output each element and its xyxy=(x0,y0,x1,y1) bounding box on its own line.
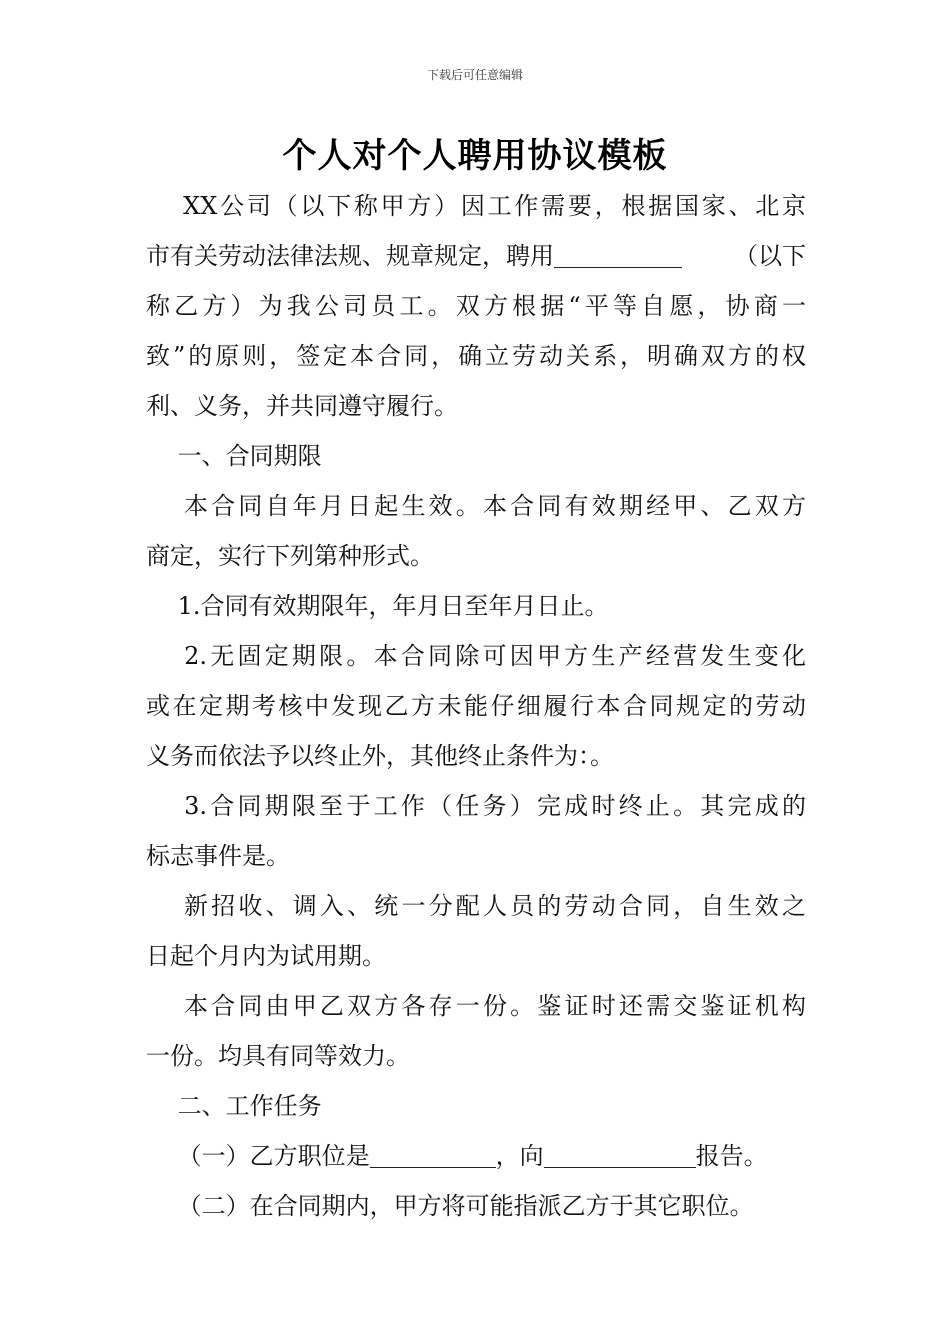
fill-in-blank[interactable] xyxy=(370,1145,496,1168)
paragraph-line: 义务而依法予以终止外，其他终止条件为：。 xyxy=(146,742,614,770)
paragraph-line: 一份。均具有同等效力。 xyxy=(146,1042,410,1070)
paragraph-line: XX公司（以下称甲方）因工作需要，根据国家、北京 xyxy=(146,192,806,220)
header-note: 下载后可任意编辑 xyxy=(426,68,523,82)
paragraph-text: （以下 xyxy=(734,242,806,270)
fill-in-blank[interactable] xyxy=(544,1145,696,1168)
paragraph-line: 本合同自年月日起生效。本合同有效期经甲、乙双方 xyxy=(146,492,806,520)
paragraph-line: 本合同由甲乙双方各存一份。鉴证时还需交鉴证机构 xyxy=(146,992,806,1020)
paragraph-line: 日起个月内为试用期。 xyxy=(146,942,386,970)
fill-in-blank[interactable] xyxy=(554,245,682,268)
paragraph-text: 市有关劳动法律法规、规章规定，聘用 xyxy=(146,242,554,270)
paragraph-text: （一）乙方职位是 xyxy=(146,1142,370,1170)
section-heading: 一、合同期限 xyxy=(146,442,322,470)
paragraph-line xyxy=(146,1136,806,1171)
paragraph-line xyxy=(146,236,806,271)
document-title: 个人对个人聘用协议模板 xyxy=(282,136,668,176)
paragraph-line: 标志事件是。 xyxy=(146,842,290,870)
paragraph-line: 称乙方）为我公司员工。双方根据“平等自愿，协商一 xyxy=(146,292,806,320)
paragraph-line: 或在定期考核中发现乙方未能仔细履行本合同规定的劳动 xyxy=(146,692,806,720)
paragraph-line: 商定，实行下列第种形式。 xyxy=(146,542,434,570)
paragraph-line: 2.无固定期限。本合同除可因甲方生产经营发生变化 xyxy=(146,642,806,670)
paragraph-line: 致”的原则，签定本合同，确立劳动关系，明确双方的权 xyxy=(146,342,806,370)
paragraph-text: ，向 xyxy=(495,1142,544,1170)
paragraph-line: 1.合同有效期限年，年月日至年月日止。 xyxy=(146,592,609,620)
paragraph-line: 3.合同期限至于工作（任务）完成时终止。其完成的 xyxy=(146,792,806,820)
paragraph-line: 新招收、调入、统一分配人员的劳动合同，自生效之 xyxy=(146,892,806,920)
paragraph-text: 报告。 xyxy=(695,1142,768,1170)
paragraph-line: （二）在合同期内，甲方将可能指派乙方于其它职位。 xyxy=(146,1192,754,1220)
paragraph-line: 利、义务，并共同遵守履行。 xyxy=(146,392,458,420)
section-heading: 二、工作任务 xyxy=(146,1092,322,1120)
